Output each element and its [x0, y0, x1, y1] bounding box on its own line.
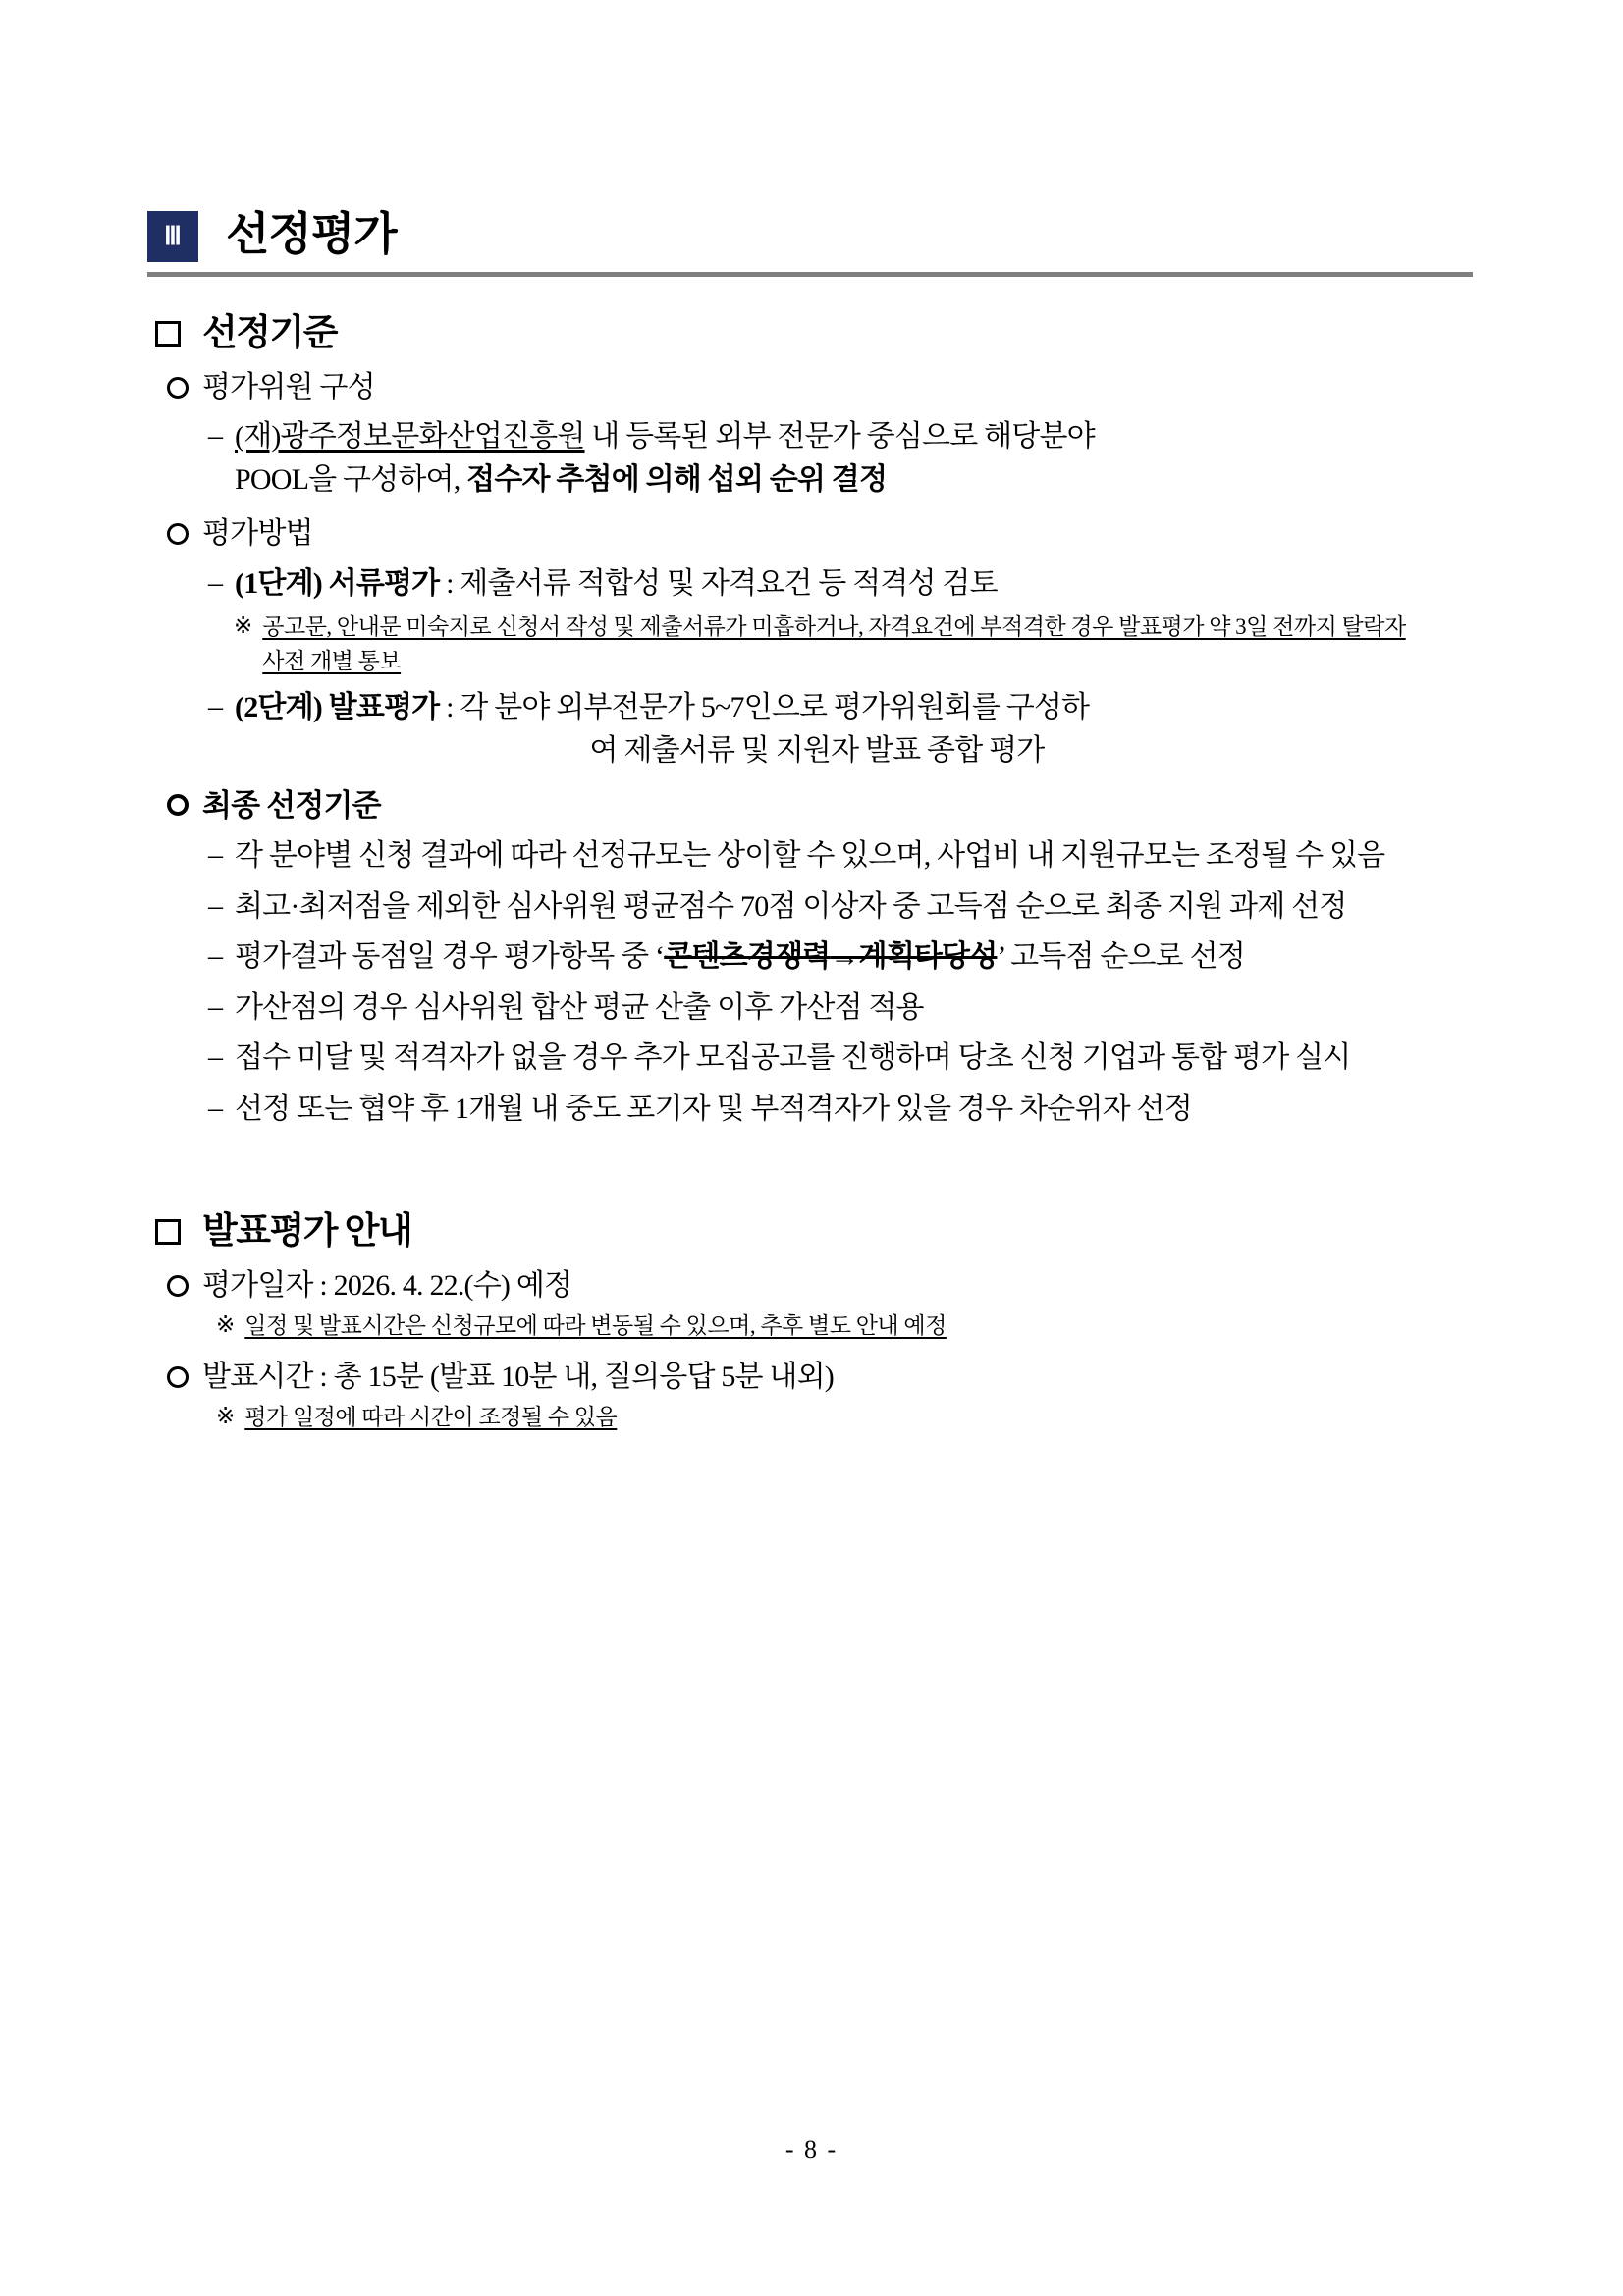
stage2-desc-line2: 여 제출서류 및 지원자 발표 종합 평가: [589, 733, 1045, 767]
list-item-label: 가산점의 경우 심사위원 합산 평균 산출 이후 가산점 적용: [235, 990, 924, 1024]
dash-bullet-icon: –: [208, 838, 223, 872]
list-item-label: 평가위원 구성: [202, 370, 375, 403]
tiebreak-criterion-1: 콘텐츠경쟁력: [664, 940, 831, 974]
stage1-desc: : 제출서류 적합성 및 자격요건 등 적격성 검토: [439, 566, 998, 600]
circle-bullet-icon: [167, 1366, 189, 1388]
dash-bullet-icon: –: [208, 939, 223, 973]
list-item-label: [235, 415, 1452, 501]
item-text-mid: 내 등록된 외부 전문가 중심으로 해당분야: [584, 420, 1095, 454]
dash-bullet-icon: –: [208, 690, 223, 723]
list-item-label: 각 분야별 신청 결과에 따라 선정규모는 상이할 수 있으며, 사업비 내 지원규모는 조정될 수 있음: [235, 839, 1385, 873]
circle-bullet-icon: [167, 523, 189, 545]
chapter-number-badge: Ⅲ: [147, 211, 198, 262]
stage1-label: (1단계) 서류평가: [235, 566, 440, 600]
list-item: [208, 935, 1492, 979]
list-item-label: [235, 935, 1452, 979]
section-presentation-guide: [147, 1212, 1492, 1435]
circle-bullet-icon: [167, 377, 189, 399]
org-name-text: (재)광주정보문화산업진흥원: [235, 420, 585, 454]
square-bullet-icon: [155, 321, 181, 347]
circle-bullet-icon: [167, 1275, 189, 1297]
list-item-label: 선정 또는 협약 후 1개월 내 중도 포기자 및 부적격자가 있을 경우 차순위자 선정: [235, 1092, 1192, 1125]
section-title: 선정기준: [202, 313, 337, 353]
item-text-line2-bold: 접수자 추첨에 의해 섭외 순위 결정: [466, 462, 888, 496]
list-item-label: 발표시간 : 총 15분 (발표 10분 내, 질의응답 5분 내외): [202, 1360, 834, 1393]
tiebreak-text-a: 평가결과 동점일 경우 평가항목 중 ‘: [235, 940, 665, 974]
list-item: [167, 1358, 1492, 1398]
reference-mark-icon: ※: [234, 614, 253, 639]
list-item-label: 평가방법: [202, 517, 313, 551]
list-item: [208, 834, 1492, 878]
list-item: [208, 987, 1492, 1030]
tiebreak-text-b: ’ 고득점 순으로 선정: [997, 940, 1245, 974]
section-selection-criteria: [147, 314, 1492, 1130]
list-item: [167, 1266, 1492, 1307]
page-content: [147, 211, 1492, 1435]
list-item: [208, 1037, 1492, 1080]
tiebreak-arrow-icon: →: [830, 940, 859, 974]
dash-bullet-icon: –: [208, 989, 223, 1023]
section-heading: [155, 314, 1492, 354]
list-item: [167, 368, 1492, 408]
dash-bullet-icon: –: [208, 565, 223, 599]
stage2-label: (2단계) 발표평가: [235, 691, 440, 724]
list-item-label: 최고·최저점을 제외한 심사위원 평균점수 70점 이상자 중 고득점 순으로 최종 지원 과제 선정: [235, 889, 1347, 923]
note-item: [216, 1401, 1492, 1435]
chapter-title: 선정평가: [226, 209, 397, 259]
note-item: [216, 1309, 1492, 1344]
list-item: [208, 415, 1492, 501]
square-bullet-icon: [155, 1219, 181, 1245]
list-item-label: 최종 선정기준: [202, 788, 381, 824]
list-item-label: 평가일자 : 2026. 4. 22.(수) 예정: [202, 1268, 572, 1302]
reference-mark-icon: ※: [216, 1312, 236, 1338]
chapter-heading: [147, 211, 1473, 277]
note-text: 공고문, 안내문 미숙지로 신청서 작성 및 제출서류가 미흡하거나, 자격요건에 부적격한 경우 발표평가 약 3일 전까지 탈락자 사전 개별 통보: [262, 614, 1406, 673]
list-item-label: [235, 686, 1428, 729]
section-heading: [155, 1212, 1492, 1253]
list-item: [208, 1088, 1492, 1131]
dash-bullet-icon: –: [208, 1091, 223, 1124]
dash-bullet-icon: –: [208, 888, 223, 922]
section-spacer: [147, 1130, 1492, 1175]
list-item: [208, 686, 1492, 729]
dash-bullet-icon: –: [208, 1041, 223, 1074]
circle-bullet-icon: [167, 794, 189, 816]
note-item: [234, 611, 1492, 678]
stage2-desc: : 각 분야 외부전문가 5~7인으로 평가위원회를 구성하: [439, 691, 1090, 724]
item-text-line2: POOL을 구성하여,: [235, 462, 467, 496]
note-text: 평가 일정에 따라 시간이 조정될 수 있음: [244, 1405, 618, 1430]
page-number: - 8 -: [784, 2135, 839, 2163]
list-item-label: [235, 562, 1452, 606]
tiebreak-criterion-2: 계획타당성: [858, 940, 998, 974]
note-text: 일정 및 발표시간은 신청규모에 따라 변동될 수 있으며, 추후 별도 안내 예정: [244, 1313, 947, 1339]
list-item: [167, 785, 1492, 827]
list-item: [208, 562, 1492, 606]
section-title: 발표평가 안내: [202, 1211, 412, 1253]
dash-bullet-icon: –: [208, 419, 223, 453]
reference-mark-icon: ※: [216, 1404, 236, 1429]
list-item: [208, 885, 1492, 929]
list-item: [167, 514, 1492, 555]
list-item-label: 접수 미달 및 적격자가 없을 경우 추가 모집공고를 진행하며 당초 신청 기업과 통합 평가 실시: [235, 1041, 1351, 1075]
